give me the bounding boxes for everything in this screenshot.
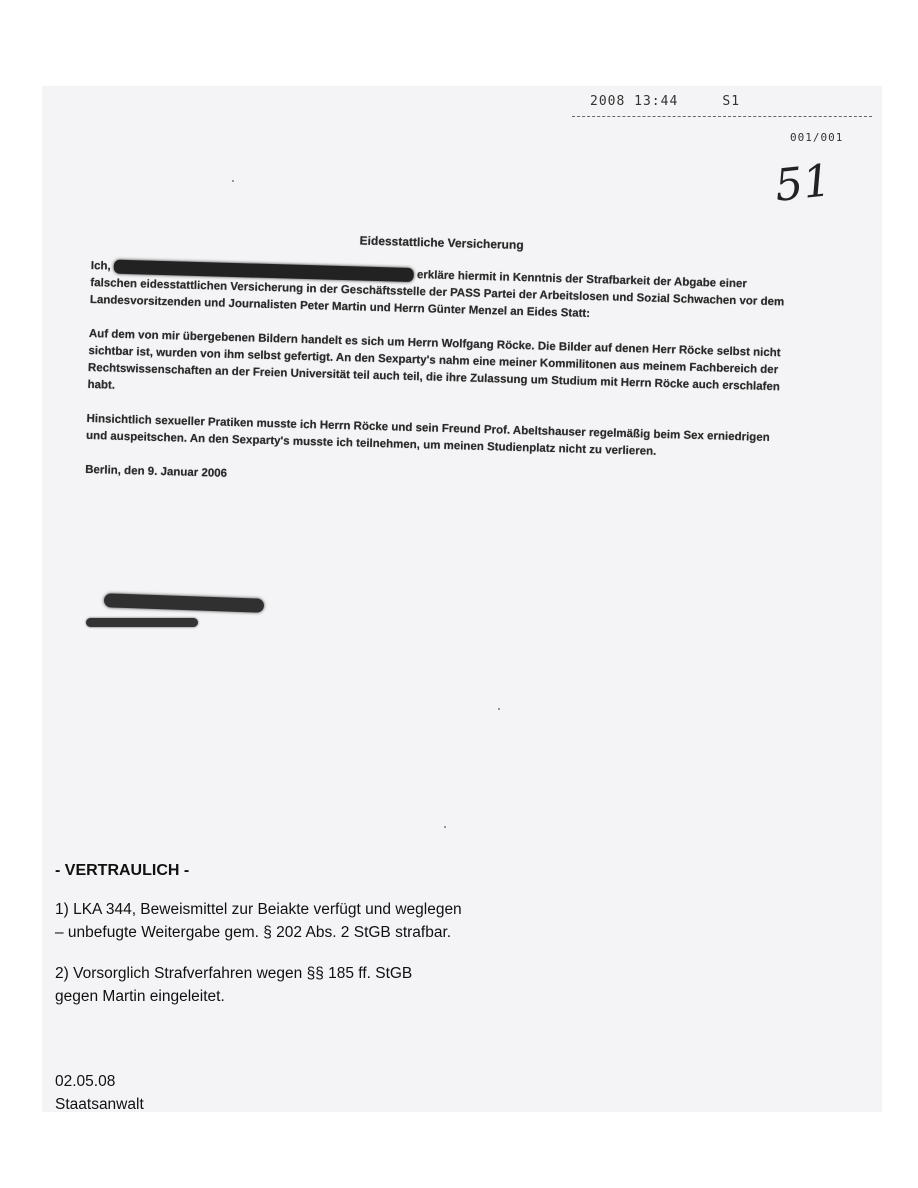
note-footer bbox=[55, 1070, 144, 1116]
fax-time: 2008 13:44 bbox=[590, 94, 679, 109]
redacted-name bbox=[86, 618, 198, 627]
note-item-1-line-1: 1) LKA 344, Beweismittel zur Beiakte verfügt und weglegen bbox=[55, 901, 462, 918]
note-item-2-line-2: gegen Martin eingeleitet. bbox=[55, 988, 225, 1005]
letter-place-date: Berlin, den 9. Januar 2006 bbox=[84, 463, 228, 480]
note-item-1-line-2: – unbefugte Weitergabe gem. § 202 Abs. 2 StGB strafbar. bbox=[55, 924, 452, 941]
note-signer-role: Staatsanwalt bbox=[55, 1096, 144, 1113]
note-item-2-line-1: 2) Vorsorglich Strafverfahren wegen §§ 185 ff. StGB bbox=[55, 965, 413, 982]
handwritten-page-number: 51 bbox=[772, 155, 834, 212]
letter-paragraph-1 bbox=[90, 258, 791, 329]
note-date: 02.05.08 bbox=[55, 1073, 116, 1090]
letter-title: Eidesstattliche Versicherung bbox=[359, 233, 524, 253]
note-item-1 bbox=[55, 898, 462, 944]
confidential-heading: - VERTRAULICH - bbox=[55, 862, 190, 879]
letter-paragraph-3: Hinsichtlich sexueller Pratiken musste ich Herrn Röcke und sein Freund Prof. Abeltshauser regelmäßig beim Sex erniedrigen und auspeitschen. An den Sexparty's musste ich teilnehmen, um meinen Studienplatz nicht zu verlieren. bbox=[85, 412, 770, 458]
scan-speck bbox=[232, 180, 234, 182]
scanned-letter bbox=[84, 225, 791, 515]
fax-page-number: 001/001 bbox=[790, 131, 844, 144]
fax-code: S1 bbox=[722, 94, 741, 109]
scan-speck bbox=[444, 826, 446, 828]
fax-header bbox=[590, 94, 740, 109]
fax-divider bbox=[572, 116, 872, 117]
scan-speck bbox=[498, 708, 500, 710]
note-item-2 bbox=[55, 962, 412, 1008]
letter-paragraph-1-text: erkläre hiermit in Kenntnis der Strafbarkeit der Abgabe einer falschen eidesstattlichen Versicherung in der Geschäftsstelle der PASS Partei der Arbeitslosen und Sozial Schwachen vor dem Landesvorsitzenden und Journalisten Peter Martin und Herrn Günter Menzel an Eides Statt: bbox=[89, 269, 785, 320]
letter-paragraph-2: Auf dem von mir übergebenen Bildern handelt es sich um Herrn Wolfgang Röcke. Die Bilder auf denen Herr Röcke selbst nicht sichtbar ist, wurden von ihm selbst gefertigt. An den Sexparty's nahm eine meiner Kommilitonen aus meinem Fachbereich der Rechtswissenschaften an der Freien Universität teil auch teil, die ihre Zulassung um Studium mit Herrn Röcke auch erschlafen habt. bbox=[87, 327, 781, 394]
letter-prefix: Ich, bbox=[90, 259, 111, 273]
